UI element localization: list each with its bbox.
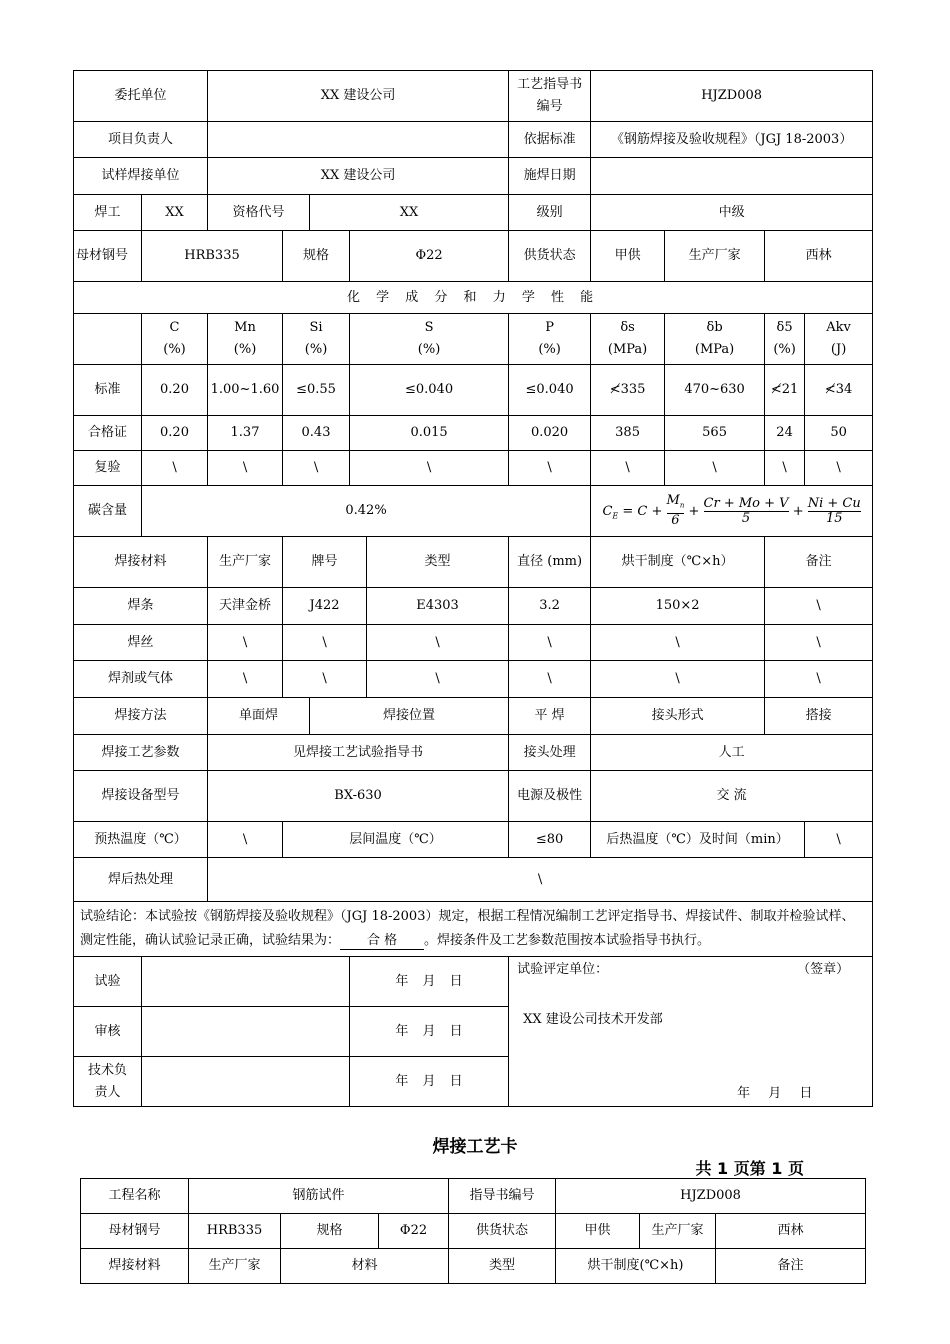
value-cell: ≮34	[805, 365, 873, 416]
qualification-code-value: XX	[310, 195, 509, 231]
value-cell: ≮335	[591, 365, 665, 416]
params-value: 见焊接工艺试验指导书	[208, 735, 509, 771]
value-cell: 0.015	[350, 416, 509, 451]
pwht-label: 焊后热处理	[74, 858, 208, 902]
tech-lead-date: 年 月 日	[350, 1057, 509, 1107]
wire-label: 焊丝	[74, 625, 208, 661]
prop-header: δs (MPa)	[591, 314, 665, 365]
welding-process-card-title: 焊接工艺卡	[432, 1137, 518, 1157]
guide-no-value: HJZD008	[591, 71, 873, 122]
material-header: 类型	[367, 537, 509, 588]
prop-header: C (%)	[142, 314, 208, 365]
carbon-equivalent-formula: $C_E = C$ + $\frac{M_n}{6}$ + $\frac{Cr + Mo + V}{5}$ + $\frac{Ni + Cu}{15}$	[591, 486, 873, 537]
value-cell: \	[765, 451, 805, 486]
value-cell: ≮21	[765, 365, 805, 416]
power-polarity-value: 交 流	[591, 771, 873, 822]
base-steel-label: 母材钢号	[74, 231, 142, 282]
wire-cell: \	[283, 625, 367, 661]
prop-header: δb (MPa)	[665, 314, 765, 365]
guide-no-label: 工艺指导书编号	[509, 71, 591, 122]
spec-value: Φ22	[379, 1214, 449, 1249]
material-header: 焊接材料	[81, 1249, 189, 1284]
prop-header: S (%)	[350, 314, 509, 365]
supply-state-value: 甲供	[591, 231, 665, 282]
interpass-label: 层间温度（℃）	[283, 822, 509, 858]
props-corner	[74, 314, 142, 365]
project-lead-label: 项目负责人	[74, 122, 208, 158]
value-cell: \	[509, 451, 591, 486]
preheat-label: 预热温度（℃）	[74, 822, 208, 858]
reviewer-signature	[142, 1007, 350, 1057]
project-lead-value	[208, 122, 509, 158]
test-conclusion: 试验结论：本试验按《钢筋焊接及验收规程》（JGJ 18-2003）规定，根据工程情况编制工艺评定指导书、焊接试件、制取并检验试样、测定性能，确认试验记录正确，试验结果为： 合 格 。焊接条件及工艺参数范围按本试验指导书执行。	[74, 902, 873, 957]
supply-state-label: 供货状态	[509, 231, 591, 282]
material-header: 牌号	[283, 537, 367, 588]
value-cell: \	[208, 451, 283, 486]
electrode-cell: 150×2	[591, 588, 765, 625]
flux-cell: \	[591, 661, 765, 698]
manufacturer-label: 生产厂家	[665, 231, 765, 282]
tester-date: 年 月 日	[350, 957, 509, 1007]
stamp-label: （签章）	[797, 962, 850, 977]
conclusion-result: 合 格	[340, 933, 424, 950]
flux-cell: \	[765, 661, 873, 698]
value-cell: ≤0.040	[350, 365, 509, 416]
manufacturer-value: 西林	[716, 1214, 866, 1249]
flux-label: 焊剂或气体	[74, 661, 208, 698]
value-cell: 24	[765, 416, 805, 451]
grade-label: 级别	[509, 195, 591, 231]
section-title: 化 学 成 分 和 力 学 性 能	[74, 282, 873, 314]
tech-lead-signature	[142, 1057, 350, 1107]
prop-header: P (%)	[509, 314, 591, 365]
client-label: 委托单位	[74, 71, 208, 122]
flux-cell: \	[208, 661, 283, 698]
manufacturer-label: 生产厂家	[640, 1214, 716, 1249]
joint-treatment-label: 接头处理	[509, 735, 591, 771]
pwht-value: \	[208, 858, 873, 902]
value-cell: 0.020	[509, 416, 591, 451]
carbon-value: 0.42%	[142, 486, 591, 537]
wire-cell: \	[509, 625, 591, 661]
value-cell: 0.43	[283, 416, 350, 451]
material-header: 备注	[765, 537, 873, 588]
supply-state-label: 供货状态	[449, 1214, 556, 1249]
electrode-cell: J422	[283, 588, 367, 625]
material-header: 直径 (mm)	[509, 537, 591, 588]
grade-value: 中级	[591, 195, 873, 231]
joint-form-value: 搭接	[765, 698, 873, 735]
power-polarity-label: 电源及极性	[509, 771, 591, 822]
spec-label: 规格	[281, 1214, 379, 1249]
manufacturer-value: 西林	[765, 231, 873, 282]
material-header: 材料	[281, 1249, 449, 1284]
value-cell: 0.20	[142, 416, 208, 451]
standard-label: 依据标准	[509, 122, 591, 158]
value-cell: 385	[591, 416, 665, 451]
flux-cell: \	[367, 661, 509, 698]
interpass-value: ≤80	[509, 822, 591, 858]
material-header: 烘干制度(℃×h)	[556, 1249, 716, 1284]
electrode-cell: \	[765, 588, 873, 625]
welding-process-card-table	[80, 1178, 866, 1284]
params-label: 焊接工艺参数	[74, 735, 208, 771]
client-value: XX 建设公司	[208, 71, 509, 122]
value-cell: 1.00~1.60	[208, 365, 283, 416]
spec-value: Φ22	[350, 231, 509, 282]
base-steel-value: HRB335	[189, 1214, 281, 1249]
guide-no-label: 指导书编号	[449, 1179, 556, 1214]
welder-label: 焊工	[74, 195, 142, 231]
equipment-value: BX-630	[208, 771, 509, 822]
wire-cell: \	[765, 625, 873, 661]
material-header: 烘干制度（℃×h）	[591, 537, 765, 588]
value-cell: ≤0.040	[509, 365, 591, 416]
project-name-value: 钢筋试件	[189, 1179, 449, 1214]
material-header: 生产厂家	[208, 537, 283, 588]
joint-form-label: 接头形式	[591, 698, 765, 735]
welding-unit-label: 试样焊接单位	[74, 158, 208, 195]
value-cell: 470~630	[665, 365, 765, 416]
reviewer-label: 审核	[74, 1007, 142, 1057]
tech-lead-label: 技术负责人	[74, 1057, 142, 1107]
guide-no-value: HJZD008	[556, 1179, 866, 1214]
tester-label: 试验	[74, 957, 142, 1007]
qualification-code-label: 资格代号	[208, 195, 310, 231]
flux-cell: \	[509, 661, 591, 698]
material-header: 备注	[716, 1249, 866, 1284]
project-name-label: 工程名称	[81, 1179, 189, 1214]
postheat-label: 后热温度（℃）及时间（min）	[591, 822, 805, 858]
evaluation-date: 年 月 日	[737, 1086, 813, 1101]
postheat-value: \	[805, 822, 873, 858]
position-value: 平 焊	[509, 698, 591, 735]
welder-value: XX	[142, 195, 208, 231]
material-header: 类型	[449, 1249, 556, 1284]
value-cell: 1.37	[208, 416, 283, 451]
standard-value: 《钢筋焊接及验收规程》（JGJ 18-2003）	[591, 122, 873, 158]
value-cell: 50	[805, 416, 873, 451]
page-info: 共 1 页第 1 页	[695, 1159, 804, 1178]
electrode-cell: E4303	[367, 588, 509, 625]
spec-label: 规格	[283, 231, 350, 282]
value-cell: 565	[665, 416, 765, 451]
value-cell: \	[805, 451, 873, 486]
row-label: 复验	[74, 451, 142, 486]
weld-date-value	[591, 158, 873, 195]
method-label: 焊接方法	[74, 698, 208, 735]
value-cell: \	[142, 451, 208, 486]
flux-cell: \	[283, 661, 367, 698]
electrode-cell: 3.2	[509, 588, 591, 625]
material-header: 生产厂家	[189, 1249, 281, 1284]
preheat-value: \	[208, 822, 283, 858]
value-cell: 0.20	[142, 365, 208, 416]
position-label: 焊接位置	[310, 698, 509, 735]
electrode-label: 焊条	[74, 588, 208, 625]
reviewer-date: 年 月 日	[350, 1007, 509, 1057]
base-steel-value: HRB335	[142, 231, 283, 282]
value-cell: ≤0.55	[283, 365, 350, 416]
value-cell: \	[591, 451, 665, 486]
prop-header: Si (%)	[283, 314, 350, 365]
method-value: 单面焊	[208, 698, 310, 735]
welding-unit-value: XX 建设公司	[208, 158, 509, 195]
carbon-label: 碳含量	[74, 486, 142, 537]
value-cell: \	[350, 451, 509, 486]
equipment-label: 焊接设备型号	[74, 771, 208, 822]
prop-header: δ5 (%)	[765, 314, 805, 365]
tester-signature	[142, 957, 350, 1007]
base-steel-label: 母材钢号	[81, 1214, 189, 1249]
value-cell: \	[665, 451, 765, 486]
prop-header: Mn (%)	[208, 314, 283, 365]
supply-state-value: 甲供	[556, 1214, 640, 1249]
evaluation-unit-name: XX 建设公司技术开发部	[523, 1012, 663, 1027]
material-header: 焊接材料	[74, 537, 208, 588]
wire-cell: \	[208, 625, 283, 661]
evaluation-unit-cell	[509, 957, 873, 1107]
row-label: 合格证	[74, 416, 142, 451]
electrode-cell: 天津金桥	[208, 588, 283, 625]
value-cell: \	[283, 451, 350, 486]
row-label: 标准	[74, 365, 142, 416]
joint-treatment-value: 人工	[591, 735, 873, 771]
evaluation-unit-label: 试验评定单位：	[517, 962, 609, 977]
weld-date-label: 施焊日期	[509, 158, 591, 195]
wire-cell: \	[367, 625, 509, 661]
welding-procedure-qualification-table	[73, 70, 873, 1107]
prop-header: Akv (J)	[805, 314, 873, 365]
wire-cell: \	[591, 625, 765, 661]
